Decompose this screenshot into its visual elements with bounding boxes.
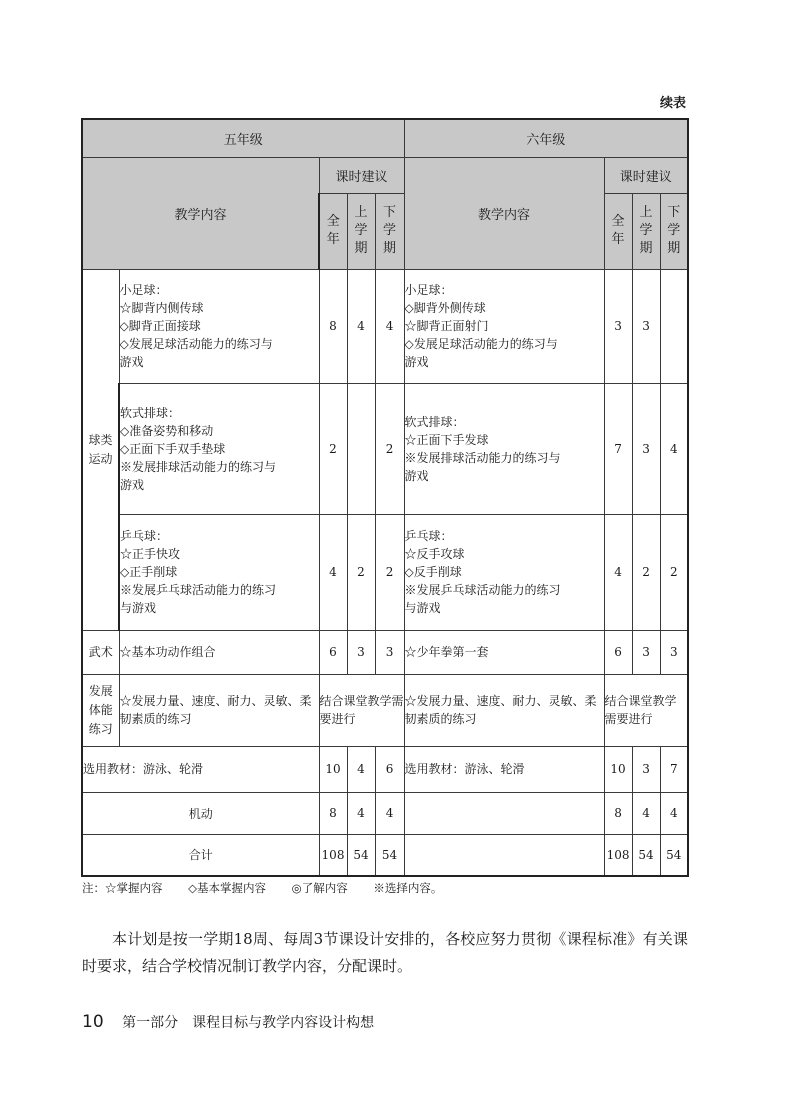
grade6-total-blank <box>404 834 604 876</box>
wushu-category: 武术 <box>82 630 119 674</box>
hours-cell: 8 <box>319 269 347 383</box>
grade6-content-header: 教学内容 <box>404 157 604 269</box>
hours-cell: 4 <box>347 792 375 834</box>
hours-cell: 108 <box>319 834 347 876</box>
grade6-optional-materials: 选用教材：游泳、轮滑 <box>404 746 604 792</box>
grade6-table-tennis-content: 乒乓球： ☆反手攻球 ◇反手削球 ※发展乒乓球活动能力的练习 与游戏 <box>404 514 604 630</box>
hours-cell: 2 <box>375 383 404 514</box>
grade5-table-tennis-content: 乒乓球： ☆正手快攻 ◇正手削球 ※发展乒乓球活动能力的练习 与游戏 <box>119 514 319 630</box>
grade5-content-header: 教学内容 <box>82 157 319 269</box>
grade5-flexible-label: 机动 <box>82 792 319 834</box>
table-footnote <box>82 880 464 896</box>
grade5-football-content: 小足球： ☆脚背内侧传球 ◇脚背正面接球 ◇发展足球活动能力的练习与 游戏 <box>119 269 319 383</box>
body-paragraph: 本计划是按一学期18周、每周3节课设计安排的，各校应努力贯彻《课程标准》有关课时要求，结合学校情况制订教学内容，分配课时。 <box>82 930 688 975</box>
hours-cell: 10 <box>604 746 632 792</box>
hours-cell: 54 <box>347 834 375 876</box>
note-understand: ◎了解内容 <box>291 881 348 895</box>
hours-cell: 3 <box>660 630 688 674</box>
grade6-wushu-content: ☆少年拳第一套 <box>404 630 604 674</box>
page-number: 10 <box>82 1012 104 1032</box>
grade6-fitness-hours: 结合课堂教学需要进行 <box>604 674 688 746</box>
hours-cell: 4 <box>347 269 375 383</box>
grade6-header: 六年级 <box>404 119 688 157</box>
hours-cell: 3 <box>347 630 375 674</box>
hours-cell: 2 <box>347 514 375 630</box>
hours-cell: 3 <box>632 746 660 792</box>
hours-cell <box>347 383 375 514</box>
grade5-wushu-content: ☆基本功动作组合 <box>119 630 319 674</box>
hours-cell: 4 <box>375 792 404 834</box>
page-footer <box>82 1012 374 1032</box>
course-plan-table <box>81 118 689 877</box>
note-master: 注：☆掌握内容 <box>82 881 163 895</box>
note-basic: ◇基本掌握内容 <box>188 881 266 895</box>
hours-cell: 3 <box>375 630 404 674</box>
table-row <box>82 674 688 746</box>
hours-cell: 8 <box>604 792 632 834</box>
section-title: 第一部分 课程目标与教学内容设计构想 <box>122 1015 375 1031</box>
grade5-col-year: 全 年 <box>319 193 347 269</box>
fitness-category: 发展 体能 练习 <box>82 674 119 746</box>
grade5-fitness-content: ☆发展力量、速度、耐力、灵敏、柔韧素质的练习 <box>119 674 319 746</box>
hours-cell: 6 <box>604 630 632 674</box>
hours-cell: 4 <box>319 514 347 630</box>
grade5-col-first: 上 学 期 <box>347 193 375 269</box>
grade5-col-second: 下 学 期 <box>375 193 404 269</box>
grade5-volleyball-content: 软式排球： ◇准备姿势和移动 ◇正面下手双手垫球 ※发展排球活动能力的练习与 游戏 <box>119 383 319 514</box>
table-row <box>82 269 688 383</box>
hours-cell: 2 <box>632 514 660 630</box>
grade6-flexible-blank <box>404 792 604 834</box>
hours-cell: 10 <box>319 746 347 792</box>
note-optional: ※选择内容。 <box>373 881 443 895</box>
ball-sports-category: 球类 运动 <box>82 269 119 630</box>
hours-cell <box>660 269 688 383</box>
hours-cell: 2 <box>375 514 404 630</box>
hours-cell: 6 <box>375 746 404 792</box>
table-row <box>82 514 688 630</box>
hours-cell: 4 <box>604 514 632 630</box>
grade6-fitness-content: ☆发展力量、速度、耐力、灵敏、柔韧素质的练习 <box>404 674 604 746</box>
grade5-total-label: 合计 <box>82 834 319 876</box>
continued-label: 续表 <box>659 96 686 111</box>
table-row <box>82 746 688 792</box>
hours-cell: 54 <box>632 834 660 876</box>
hours-cell: 4 <box>347 746 375 792</box>
grade5-optional-materials: 选用教材：游泳、轮滑 <box>82 746 319 792</box>
hours-cell: 8 <box>319 792 347 834</box>
grade5-header: 五年级 <box>82 119 404 157</box>
table-row <box>82 834 688 876</box>
hours-cell: 4 <box>660 792 688 834</box>
grade6-volleyball-content: 软式排球： ☆正面下手发球 ※发展排球活动能力的练习与 游戏 <box>404 383 604 514</box>
hours-cell: 2 <box>660 514 688 630</box>
table-row <box>82 630 688 674</box>
grade6-football-content: 小足球： ◇脚背外侧传球 ☆脚背正面射门 ◇发展足球活动能力的练习与 游戏 <box>404 269 604 383</box>
hours-cell: 3 <box>632 630 660 674</box>
hours-cell: 54 <box>660 834 688 876</box>
table-row <box>82 792 688 834</box>
hours-cell: 54 <box>375 834 404 876</box>
grade6-col-year: 全 年 <box>604 193 632 269</box>
grade6-col-second: 下 学 期 <box>660 193 688 269</box>
grade5-hours-header: 课时建议 <box>319 157 404 193</box>
hours-cell: 108 <box>604 834 632 876</box>
hours-cell: 4 <box>375 269 404 383</box>
grade6-col-first: 上 学 期 <box>632 193 660 269</box>
hours-cell: 4 <box>632 792 660 834</box>
hours-cell: 7 <box>660 746 688 792</box>
hours-cell: 2 <box>319 383 347 514</box>
hours-cell: 4 <box>660 383 688 514</box>
hours-cell: 3 <box>604 269 632 383</box>
grade6-hours-header: 课时建议 <box>604 157 688 193</box>
hours-cell: 7 <box>604 383 632 514</box>
hours-cell: 3 <box>632 269 660 383</box>
hours-cell: 6 <box>319 630 347 674</box>
grade5-fitness-hours: 结合课堂教学需要进行 <box>319 674 404 746</box>
hours-cell: 3 <box>632 383 660 514</box>
table-row <box>82 383 688 514</box>
